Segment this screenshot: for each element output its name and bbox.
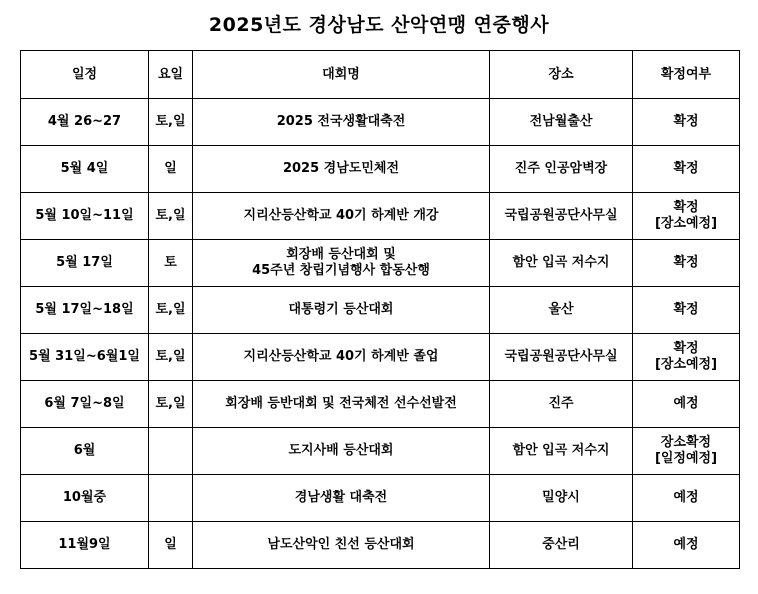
cell-event <box>193 287 490 334</box>
cell-day <box>149 475 193 522</box>
cell-event-line: 2025 경남도민체전 <box>282 161 400 176</box>
cell-event-line: 대통령기 등산대회 <box>288 302 394 317</box>
table-row <box>21 99 740 146</box>
cell-date: 5월 17일 <box>21 240 149 287</box>
cell-event <box>193 428 490 475</box>
cell-status-line: 확정 <box>673 302 699 317</box>
cell-status-line: 예정 <box>673 396 699 411</box>
cell-date: 11월9일 <box>21 522 149 569</box>
cell-status <box>633 99 740 146</box>
table-row <box>21 428 740 475</box>
table-header-row <box>21 51 740 99</box>
cell-place: 울산 <box>490 287 633 334</box>
cell-date: 5월 17일~18일 <box>21 287 149 334</box>
cell-event-line: 회장배 등반대회 및 전국체전 선수선발전 <box>225 396 457 411</box>
cell-day: 일 <box>149 146 193 193</box>
header-day: 요일 <box>149 51 193 99</box>
table-row <box>21 287 740 334</box>
cell-status <box>633 381 740 428</box>
cell-status <box>633 475 740 522</box>
cell-event-line: 45주년 창립기념행사 합동산행 <box>252 263 430 278</box>
cell-day: 토,일 <box>149 99 193 146</box>
cell-status-line: 예정 <box>673 490 699 505</box>
cell-event-line: 지리산등산학교 40기 하계반 개강 <box>243 208 439 223</box>
cell-day: 토,일 <box>149 381 193 428</box>
cell-day: 토,일 <box>149 334 193 381</box>
cell-event-line: 경남생활 대축전 <box>294 490 388 505</box>
cell-status-line: 확정 <box>673 255 699 270</box>
cell-status-line: 확정 <box>673 200 699 215</box>
cell-status <box>633 334 740 381</box>
cell-date: 5월 31일~6월1일 <box>21 334 149 381</box>
cell-event-line: 2025 전국생활대축전 <box>276 114 406 129</box>
cell-status <box>633 193 740 240</box>
cell-date: 6월 7일~8일 <box>21 381 149 428</box>
cell-place: 밀양시 <box>490 475 633 522</box>
cell-event <box>193 522 490 569</box>
table-row <box>21 522 740 569</box>
cell-status <box>633 428 740 475</box>
cell-status <box>633 146 740 193</box>
cell-place: 국립공원공단사무실 <box>490 193 633 240</box>
table-row <box>21 334 740 381</box>
cell-event-line: 도지사배 등산대회 <box>288 443 394 458</box>
cell-event-line: 지리산등산학교 40기 하계반 졸업 <box>243 349 439 364</box>
cell-event <box>193 475 490 522</box>
header-status: 확정여부 <box>633 51 740 99</box>
cell-date: 6월 <box>21 428 149 475</box>
cell-status <box>633 287 740 334</box>
cell-event <box>193 240 490 287</box>
cell-event <box>193 146 490 193</box>
cell-place: 국립공원공단사무실 <box>490 334 633 381</box>
cell-status-line: [장소예정] <box>654 216 718 231</box>
table-row <box>21 240 740 287</box>
cell-date: 10월중 <box>21 475 149 522</box>
table-row <box>21 193 740 240</box>
cell-event <box>193 193 490 240</box>
cell-place: 진주 인공암벽장 <box>490 146 633 193</box>
cell-status-line: 예정 <box>673 537 699 552</box>
cell-status-line: 확정 <box>673 341 699 356</box>
cell-day: 토 <box>149 240 193 287</box>
cell-status-line: [장소예정] <box>654 357 718 372</box>
cell-status-line: 확정 <box>673 161 699 176</box>
cell-status-line: 확정 <box>673 114 699 129</box>
cell-place: 함안 입곡 저수지 <box>490 240 633 287</box>
cell-day: 토,일 <box>149 193 193 240</box>
cell-status <box>633 240 740 287</box>
header-date: 일정 <box>21 51 149 99</box>
cell-status-line: [일정예정] <box>654 451 718 466</box>
cell-event-line: 남도산악인 친선 등산대회 <box>267 537 415 552</box>
cell-status-line: 장소확정 <box>660 435 712 450</box>
page-title: 2025년도 경상남도 산악연맹 연중행사 <box>208 14 550 36</box>
cell-status <box>633 522 740 569</box>
cell-date: 5월 4일 <box>21 146 149 193</box>
cell-event <box>193 99 490 146</box>
cell-place: 전남월출산 <box>490 99 633 146</box>
cell-date: 4월 26~27 <box>21 99 149 146</box>
cell-event <box>193 381 490 428</box>
cell-event-line: 회장배 등산대회 및 <box>286 247 396 262</box>
cell-place: 중산리 <box>490 522 633 569</box>
cell-day: 일 <box>149 522 193 569</box>
event-schedule-table <box>20 50 740 569</box>
cell-event <box>193 334 490 381</box>
cell-day <box>149 428 193 475</box>
table-row <box>21 146 740 193</box>
cell-place: 함안 입곡 저수지 <box>490 428 633 475</box>
header-event: 대회명 <box>193 51 490 99</box>
header-place: 장소 <box>490 51 633 99</box>
cell-date: 5월 10일~11일 <box>21 193 149 240</box>
cell-day: 토,일 <box>149 287 193 334</box>
cell-place: 진주 <box>490 381 633 428</box>
table-row <box>21 381 740 428</box>
table-row <box>21 475 740 522</box>
